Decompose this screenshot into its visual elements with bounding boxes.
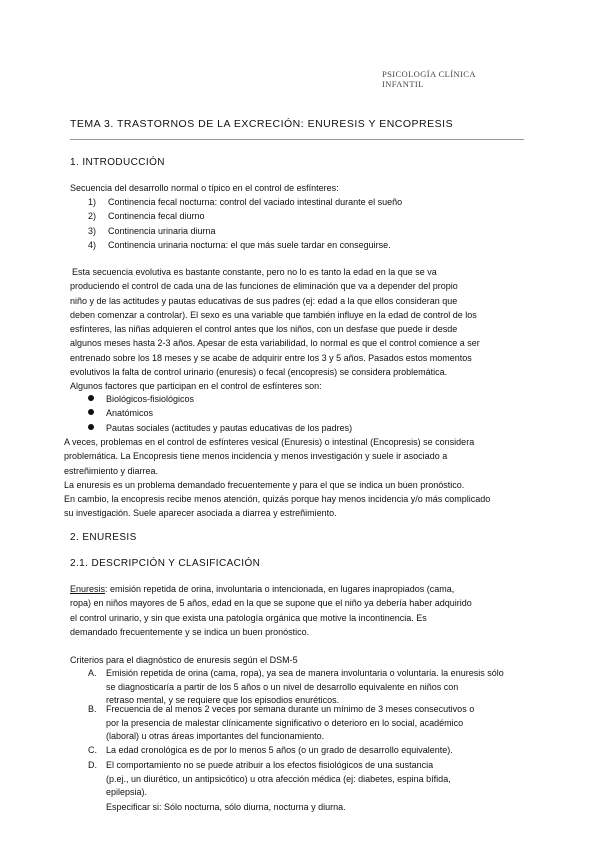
definition-term: Enuresis <box>70 584 106 594</box>
criteria-list: A. Emisión repetida de orina (cama, ropa), ya sea de manera involuntaria o voluntaria. la enuresis sólo se diagnosticaría a partir de los 5 años o un nivel de desarrollo equivalente en niños con retraso mental, y se requiere que los episodios enuréticos. B. Frecuencia de al menos 2 veces por semana durante un mínimo de 3 meses consecutivos o por la presencia de malestar clínicamente significativo o deterioro en lo social, académico (laboral) u otras áreas importantes del funcionamiento. C. La edad cronológica es de por lo menos 5 años (o un grado de desarrollo equivalente). D. El comportamiento no se puede atribuir a los efectos fisiológicos de una sustancia (p.ej., un diurético, un antipsicótico) u otra afección médica (ej: diabetes, espina bífida, epilepsia). Especificar si: Sólo nocturna, sólo diurna, nocturna y diurna. <box>88 667 534 827</box>
paragraph-line: Esta secuencia evolutiva es bastante constante, pero no lo es tanto la edad en la que se va <box>72 267 437 277</box>
specify-note: Especificar si: Sólo nocturna, sólo diurna, nocturna y diurna. <box>106 802 346 812</box>
paragraph-line: esfínteres, las niñas adquieren el control antes que los niños, con un desfase que puede ir desde <box>70 324 458 335</box>
intro-paragraph <box>70 265 480 394</box>
course-header <box>382 69 476 89</box>
paragraph-line: En cambio, la encopresis recibe menos atención, quizás porque hay menos incidencia y/o más complicado <box>64 494 491 505</box>
bullet-icon <box>88 409 94 415</box>
paragraph-line: entrenado sobre los 18 meses y se acabe de adquirir entre los 3 y 5 años. Pasados estos momentos <box>70 352 472 363</box>
document-title: TEMA 3. TRASTORNOS DE LA EXCRECIÓN: ENURESIS Y ENCOPRESIS <box>70 118 454 130</box>
paragraph-line: algunos meses hasta 2-3 años. Apesar de esta variabilidad, lo normal es que el control comience a ser <box>70 338 480 349</box>
list-item: Anatómicos <box>88 406 352 420</box>
list-item: Biológicos-fisiológicos <box>88 392 352 406</box>
bullet-icon <box>88 424 94 430</box>
paragraph-line: demandado frecuentemente y se indica un buen pronóstico. <box>70 626 310 637</box>
list-item: 3) Continencia urinaria diurna <box>88 225 216 236</box>
paragraph-line: La enuresis es un problema demandado frecuentemente y para el que se indica un buen pronóstico. <box>64 479 465 490</box>
paragraph-line: niño y de las actitudes y pautas educativas de sus padres (ej: edad a la que ellos consideran que <box>70 295 458 306</box>
paragraph-line: deben comenzar a controlar). El sexo es una variable que también influye en la edad de control de los <box>70 309 477 320</box>
paragraph-line: estreñimiento y diarrea. <box>64 465 159 476</box>
section2-heading: 2. ENURESIS <box>70 532 137 543</box>
criteria-title: Criterios para el diagnóstico de enuresis según el DSM-5 <box>70 655 298 665</box>
paragraph-line: problemática. La Encopresis tiene menos incidencia y menos investigación y suele ir asociado a <box>64 451 448 462</box>
paragraph-line: A veces, problemas en el control de esfínteres vesical (Enuresis) o intestinal (Encopresis) se considera <box>64 437 475 447</box>
list-item: 4) Continencia urinaria nocturna: el que más suele tardar en conseguirse. <box>88 239 391 250</box>
paragraph-line: ropa) en niños mayores de 5 años, edad en la que se supone que el niño ya debería haber adquirido <box>70 598 472 609</box>
bullet-icon <box>88 395 94 401</box>
course-header-line1: PSICOLOGÍA CLÍNICA <box>382 69 476 79</box>
course-header-line2: INFANTIL <box>382 79 424 89</box>
section1-heading: 1. INTRODUCCIÓN <box>70 157 165 168</box>
paragraph-line: su investigación. Suele aparecer asociada a diarrea y estreñimiento. <box>64 508 337 519</box>
paragraph-line: Enuresis: emisión repetida de orina, involuntaria o intencionada, en lugares inapropiados (cama, <box>70 584 455 594</box>
sequence-list <box>88 195 402 252</box>
list-item: 2) Continencia fecal diurno <box>88 211 205 222</box>
problems-paragraph <box>64 435 490 521</box>
paragraph-line: Algunos factores que participan en el control de esfínteres son: <box>70 381 322 392</box>
list-item: 1) Continencia fecal nocturna: control del vaciado intestinal durante el sueño <box>88 197 403 207</box>
section1-intro: Secuencia del desarrollo normal o típico en el control de esfínteres: <box>70 183 339 193</box>
title-divider <box>70 139 524 140</box>
paragraph-line: produciendo el control de cada una de las funciones de eliminación que va a depender del propio <box>70 281 458 292</box>
definition-paragraph <box>70 582 472 639</box>
list-item: Pautas sociales (actitudes y pautas educativas de los padres) <box>88 421 352 435</box>
factors-list <box>88 392 352 435</box>
paragraph-line: evolutivos la falta de control urinario (enuresis) o fecal (encopresis) se considera problemática. <box>70 367 448 378</box>
paragraph-line: el control urinario, y sin que exista una patología orgánica que motive la incontinencia. Es <box>70 612 427 623</box>
section2-subheading: 2.1. DESCRIPCIÓN Y CLASIFICACIÓN <box>70 558 261 569</box>
